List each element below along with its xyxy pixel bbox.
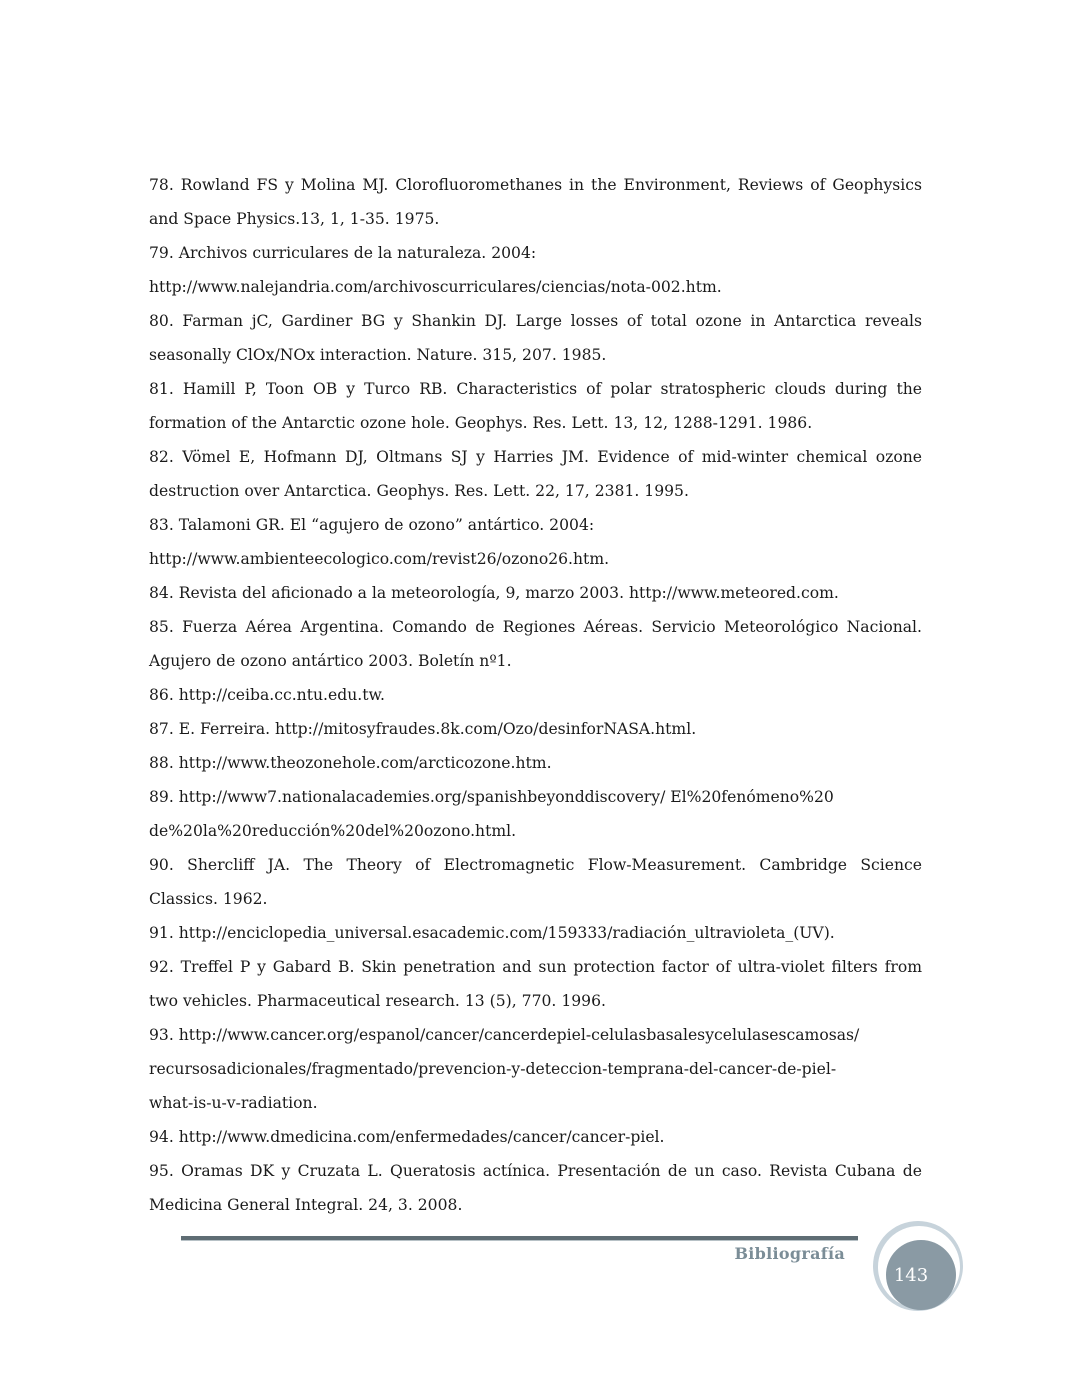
reference-line: 85. Fuerza Aérea Argentina. Comando de Regiones Aéreas. Servicio Meteorológico Nacional. <box>149 618 922 636</box>
reference-line: 92. Treffel P y Gabard B. Skin penetration and sun protection factor of ultra-violet filters from <box>149 958 922 976</box>
reference-item <box>149 1154 922 1222</box>
reference-line: and Space Physics.13, 1, 1-35. 1975. <box>149 210 440 228</box>
reference-line: 79. Archivos curriculares de la naturaleza. 2004: <box>149 244 537 262</box>
reference-line: Classics. 1962. <box>149 890 268 908</box>
reference-line: what-is-u-v-radiation. <box>149 1094 318 1112</box>
reference-line: 87. E. Ferreira. http://mitosyfraudes.8k.com/Ozo/desinforNASA.html. <box>149 720 697 738</box>
reference-line: 84. Revista del aficionado a la meteorología, 9, marzo 2003. http://www.meteored.com. <box>149 584 839 602</box>
reference-line: 80. Farman jC, Gardiner BG y Shankin DJ. Large losses of total ozone in Antarctica reveals <box>149 312 922 330</box>
reference-list <box>149 168 922 1222</box>
reference-line: two vehicles. Pharmaceutical research. 13 (5), 770. 1996. <box>149 992 606 1010</box>
reference-item <box>149 746 922 780</box>
footer-section-label: Bibliografía <box>734 1244 845 1263</box>
reference-item <box>149 1120 922 1154</box>
reference-line: http://www.nalejandria.com/archivoscurriculares/ciencias/nota-002.htm. <box>149 278 722 296</box>
reference-line: 95. Oramas DK y Cruzata L. Queratosis actínica. Presentación de un caso. Revista Cubana de <box>149 1162 922 1180</box>
reference-line: formation of the Antarctic ozone hole. Geophys. Res. Lett. 13, 12, 1288-1291. 1986. <box>149 414 813 432</box>
reference-item <box>149 372 922 440</box>
reference-line: recursosadicionales/fragmentado/prevencion-y-deteccion-temprana-del-cancer-de-piel- <box>149 1060 837 1078</box>
reference-item <box>149 848 922 916</box>
reference-line: destruction over Antarctica. Geophys. Res. Lett. 22, 17, 2381. 1995. <box>149 482 689 500</box>
reference-line: 86. http://ceiba.cc.ntu.edu.tw. <box>149 686 385 704</box>
reference-line: de%20la%20reducción%20del%20ozono.html. <box>149 822 517 840</box>
reference-item <box>149 168 922 236</box>
reference-item <box>149 916 922 950</box>
reference-item <box>149 712 922 746</box>
reference-line: http://www.ambienteecologico.com/revist26/ozono26.htm. <box>149 550 610 568</box>
reference-line: 93. http://www.cancer.org/espanol/cancer/cancerdepiel-celulasbasalesycelulasescamosas/ <box>149 1026 860 1044</box>
reference-line: 78. Rowland FS y Molina MJ. Clorofluoromethanes in the Environment, Reviews of Geophysics <box>149 176 922 194</box>
reference-item <box>149 1018 922 1120</box>
reference-item <box>149 780 922 848</box>
reference-item <box>149 440 922 508</box>
reference-line: 94. http://www.dmedicina.com/enfermedades/cancer/cancer-piel. <box>149 1128 665 1146</box>
footer-divider <box>181 1236 858 1241</box>
reference-item <box>149 304 922 372</box>
reference-line: 91. http://enciclopedia_universal.esacademic.com/159333/radiación_ultravioleta_(UV). <box>149 924 835 942</box>
reference-line: 81. Hamill P, Toon OB y Turco RB. Characteristics of polar stratospheric clouds during the <box>149 380 922 398</box>
page-number: 143 <box>893 1265 929 1286</box>
reference-item <box>149 576 922 610</box>
reference-line: Medicina General Integral. 24, 3. 2008. <box>149 1196 463 1214</box>
reference-line: 90. Shercliff JA. The Theory of Electromagnetic Flow-Measurement. Cambridge Science <box>149 856 922 874</box>
reference-line: 88. http://www.theozonehole.com/arcticozone.htm. <box>149 754 552 772</box>
reference-line: 89. http://www7.nationalacademies.org/spanishbeyonddiscovery/ El%20fenómeno%20 <box>149 788 834 806</box>
reference-item <box>149 236 922 304</box>
reference-line: 83. Talamoni GR. El “agujero de ozono” antártico. 2004: <box>149 516 595 534</box>
reference-item <box>149 678 922 712</box>
reference-line: seasonally ClOx/NOx interaction. Nature. 315, 207. 1985. <box>149 346 607 364</box>
reference-item <box>149 950 922 1018</box>
reference-line: 82. Vömel E, Hofmann DJ, Oltmans SJ y Harries JM. Evidence of mid-winter chemical ozone <box>149 448 922 466</box>
reference-line: Agujero de ozono antártico 2003. Boletín nº1. <box>149 652 512 670</box>
reference-item <box>149 610 922 678</box>
reference-item <box>149 508 922 576</box>
